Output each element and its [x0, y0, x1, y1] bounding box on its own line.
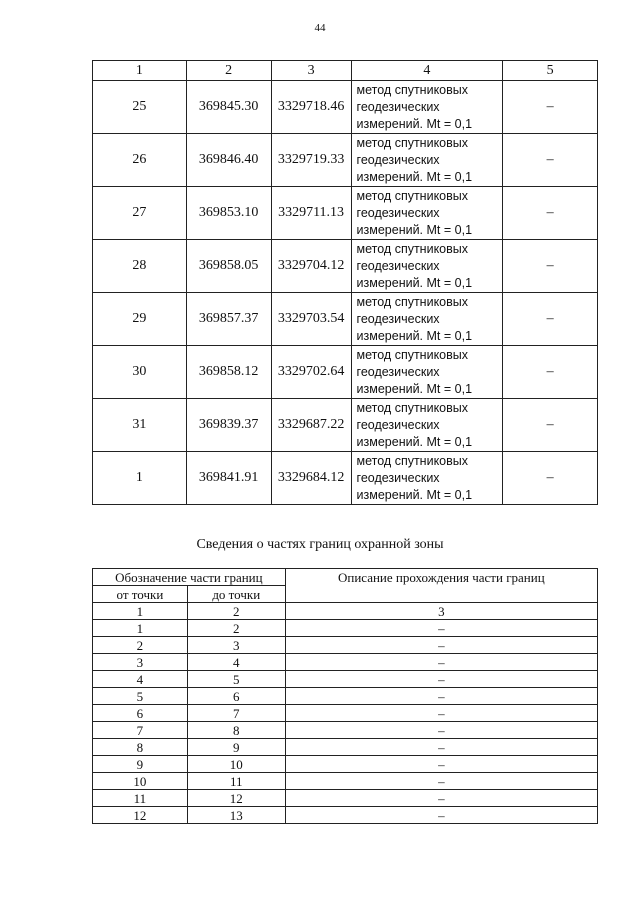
- to-point-cell: 3: [187, 637, 285, 654]
- method-text-line: метод спутниковых: [356, 135, 469, 150]
- method-text-line: геодезических: [356, 99, 440, 114]
- from-point-cell: 12: [93, 807, 188, 824]
- column-header: 2: [186, 61, 271, 81]
- from-point-cell: 1: [93, 603, 188, 620]
- to-point-cell: 2: [187, 603, 285, 620]
- to-point-cell: 11: [187, 773, 285, 790]
- method-text-line: метод спутниковых: [356, 188, 469, 203]
- table-row: [93, 346, 598, 399]
- x-coordinate-cell: 369841.91: [186, 452, 271, 505]
- method-text-line: геодезических: [356, 364, 440, 379]
- method-text-line: измерений. Mt = 0,1: [356, 328, 473, 343]
- x-coordinate-cell: 369846.40: [186, 134, 271, 187]
- table-row: [93, 790, 598, 807]
- column-header: 1: [93, 61, 187, 81]
- method-text-line: метод спутниковых: [356, 241, 469, 256]
- description-cell: 3: [285, 603, 597, 620]
- to-point-cell: 8: [187, 722, 285, 739]
- note-cell: –: [503, 452, 598, 505]
- from-point-cell: 6: [93, 705, 188, 722]
- method-text-line: геодезических: [356, 470, 440, 485]
- method-text-line: метод спутниковых: [356, 82, 469, 97]
- point-number-cell: 28: [93, 240, 187, 293]
- y-coordinate-cell: 3329719.33: [271, 134, 351, 187]
- method-cell: [351, 81, 503, 134]
- column-header: 5: [503, 61, 598, 81]
- x-coordinate-cell: 369853.10: [186, 187, 271, 240]
- table-row: [93, 739, 598, 756]
- table-row: [93, 620, 598, 637]
- point-number-cell: 25: [93, 81, 187, 134]
- y-coordinate-cell: 3329704.12: [271, 240, 351, 293]
- note-cell: –: [503, 399, 598, 452]
- section-title: Сведения о частях границ охранной зоны: [196, 537, 444, 552]
- to-point-cell: 2: [187, 620, 285, 637]
- column-header: 3: [271, 61, 351, 81]
- boundary-parts-table: [92, 568, 598, 824]
- point-number-cell: 29: [93, 293, 187, 346]
- point-number-cell: 31: [93, 399, 187, 452]
- point-number-cell: 27: [93, 187, 187, 240]
- header-boundary-designation: Обозначение части границ: [93, 569, 286, 586]
- method-cell: [351, 399, 503, 452]
- table-header-row: [93, 569, 598, 586]
- method-cell: [351, 187, 503, 240]
- from-point-cell: 9: [93, 756, 188, 773]
- note-cell: –: [503, 346, 598, 399]
- table-header-row: [93, 61, 598, 81]
- method-cell: [351, 293, 503, 346]
- table-row: [93, 654, 598, 671]
- method-text-line: измерений. Mt = 0,1: [356, 169, 473, 184]
- table-row: [93, 756, 598, 773]
- to-point-cell: 7: [187, 705, 285, 722]
- y-coordinate-cell: 3329703.54: [271, 293, 351, 346]
- method-text-line: метод спутниковых: [356, 294, 469, 309]
- from-point-cell: 1: [93, 620, 188, 637]
- y-coordinate-cell: 3329687.22: [271, 399, 351, 452]
- description-cell: –: [285, 807, 597, 824]
- column-header: 4: [351, 61, 503, 81]
- y-coordinate-cell: 3329718.46: [271, 81, 351, 134]
- description-cell: –: [285, 654, 597, 671]
- from-point-cell: 5: [93, 688, 188, 705]
- to-point-cell: 12: [187, 790, 285, 807]
- method-text-line: геодезических: [356, 205, 440, 220]
- from-point-cell: 3: [93, 654, 188, 671]
- from-point-cell: 7: [93, 722, 188, 739]
- point-number-cell: 30: [93, 346, 187, 399]
- x-coordinate-cell: 369845.30: [186, 81, 271, 134]
- note-cell: –: [503, 81, 598, 134]
- coordinates-table: [92, 60, 598, 505]
- table-row: [93, 452, 598, 505]
- method-cell: [351, 240, 503, 293]
- table-row: [93, 637, 598, 654]
- table-row: [93, 671, 598, 688]
- table-row: [93, 81, 598, 134]
- to-point-cell: 5: [187, 671, 285, 688]
- to-point-cell: 9: [187, 739, 285, 756]
- x-coordinate-cell: 369857.37: [186, 293, 271, 346]
- to-point-cell: 6: [187, 688, 285, 705]
- method-text-line: геодезических: [356, 311, 440, 326]
- x-coordinate-cell: 369858.12: [186, 346, 271, 399]
- method-text-line: измерений. Mt = 0,1: [356, 381, 473, 396]
- method-text-line: геодезических: [356, 258, 440, 273]
- table-row: [93, 807, 598, 824]
- table-row: [93, 705, 598, 722]
- table-row: [93, 399, 598, 452]
- method-cell: [351, 346, 503, 399]
- table-row: [93, 688, 598, 705]
- method-text-line: геодезических: [356, 417, 440, 432]
- description-cell: –: [285, 773, 597, 790]
- page-number: 44: [314, 22, 326, 34]
- method-text-line: измерений. Mt = 0,1: [356, 275, 473, 290]
- method-text-line: метод спутниковых: [356, 347, 469, 362]
- method-text-line: метод спутниковых: [356, 400, 469, 415]
- description-cell: –: [285, 790, 597, 807]
- table-row: [93, 603, 598, 620]
- from-point-cell: 10: [93, 773, 188, 790]
- description-cell: –: [285, 756, 597, 773]
- header-description: Описание прохождения части границ: [285, 569, 597, 603]
- table-row: [93, 187, 598, 240]
- description-cell: –: [285, 671, 597, 688]
- note-cell: –: [503, 187, 598, 240]
- method-text-line: измерений. Mt = 0,1: [356, 487, 473, 502]
- from-point-cell: 4: [93, 671, 188, 688]
- header-from-point: от точки: [93, 586, 188, 603]
- description-cell: –: [285, 739, 597, 756]
- description-cell: –: [285, 705, 597, 722]
- method-text-line: метод спутниковых: [356, 453, 469, 468]
- point-number-cell: 1: [93, 452, 187, 505]
- to-point-cell: 13: [187, 807, 285, 824]
- point-number-cell: 26: [93, 134, 187, 187]
- table-row: [93, 293, 598, 346]
- to-point-cell: 4: [187, 654, 285, 671]
- table-row: [93, 773, 598, 790]
- description-cell: –: [285, 637, 597, 654]
- method-text-line: геодезических: [356, 152, 440, 167]
- method-text-line: измерений. Mt = 0,1: [356, 116, 473, 131]
- y-coordinate-cell: 3329702.64: [271, 346, 351, 399]
- method-cell: [351, 452, 503, 505]
- note-cell: –: [503, 293, 598, 346]
- from-point-cell: 11: [93, 790, 188, 807]
- table-row: [93, 240, 598, 293]
- description-cell: –: [285, 722, 597, 739]
- note-cell: –: [503, 240, 598, 293]
- to-point-cell: 10: [187, 756, 285, 773]
- y-coordinate-cell: 3329711.13: [271, 187, 351, 240]
- description-cell: –: [285, 688, 597, 705]
- method-text-line: измерений. Mt = 0,1: [356, 222, 473, 237]
- table-row: [93, 722, 598, 739]
- header-to-point: до точки: [187, 586, 285, 603]
- x-coordinate-cell: 369858.05: [186, 240, 271, 293]
- method-cell: [351, 134, 503, 187]
- note-cell: –: [503, 134, 598, 187]
- from-point-cell: 8: [93, 739, 188, 756]
- method-text-line: измерений. Mt = 0,1: [356, 434, 473, 449]
- description-cell: –: [285, 620, 597, 637]
- table-row: [93, 134, 598, 187]
- x-coordinate-cell: 369839.37: [186, 399, 271, 452]
- y-coordinate-cell: 3329684.12: [271, 452, 351, 505]
- from-point-cell: 2: [93, 637, 188, 654]
